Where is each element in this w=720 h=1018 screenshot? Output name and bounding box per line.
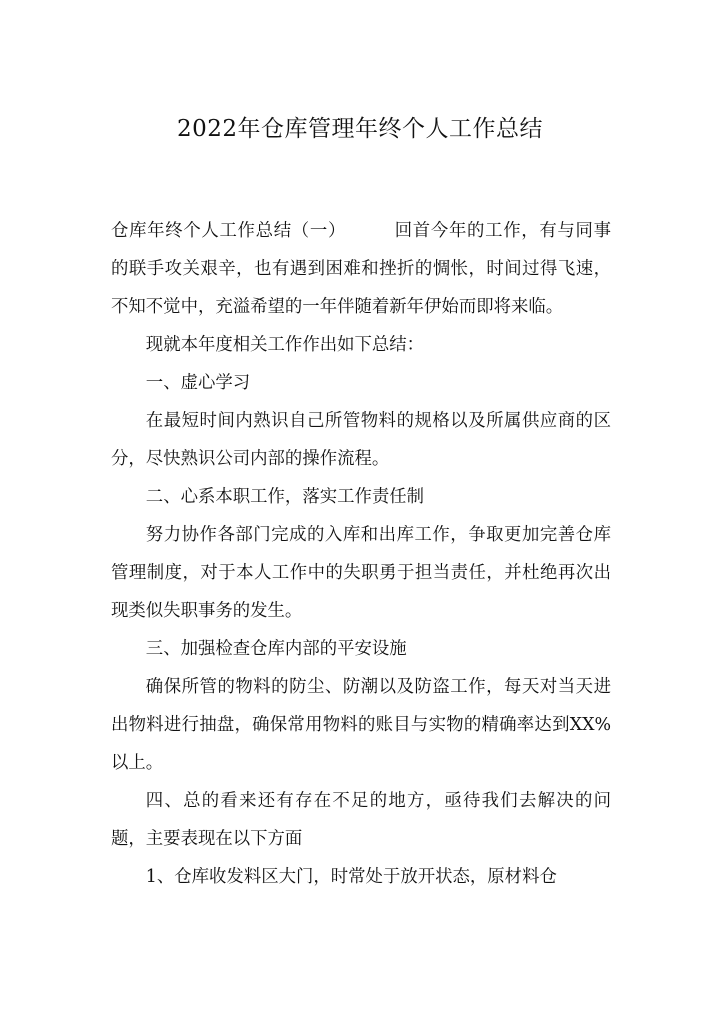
section-heading: 一、虚心学习 bbox=[145, 373, 251, 393]
section-heading: 三、加强检查仓库内部的平安设施 bbox=[145, 639, 407, 659]
paragraph-text: 回首今年的工作，有与同事的联手攻关艰辛，也有遇到困难和挫折的惆怅，时间过得飞速，不知不觉中，充溢希望的一年伴随着新年伊始而即将来临。 bbox=[111, 221, 611, 317]
document-title: 2022年仓库管理年终个人工作总结 bbox=[176, 116, 544, 142]
paragraph: 1、仓库收发料区大门，时常处于放开状态，原材料仓 bbox=[145, 867, 557, 887]
paragraph: 现就本年度相关工作作出如下总结： bbox=[145, 335, 425, 355]
section-heading: 二、心系本职工作，落实工作责任制 bbox=[145, 487, 425, 507]
section-heading: 四、总的看来还有存在不足的地方，亟待我们去解决的问题，主要表现在以下方面 bbox=[111, 791, 611, 849]
paragraph: 努力协作各部门完成的入库和出库工作，争取更加完善仓库管理制度，对于本人工作中的失职勇于担当责任，并杜绝再次出现类似失职事务的发生。 bbox=[111, 525, 611, 621]
intro-paragraph bbox=[111, 212, 611, 326]
document-body bbox=[111, 212, 611, 896]
paragraph: 在最短时间内熟识自己所管物料的规格以及所属供应商的区分，尽快熟识公司内部的操作流程。 bbox=[111, 411, 611, 469]
paragraph: 确保所管的物料的防尘、防潮以及防盗工作，每天对当天进出物料进行抽盘，确保常用物料的账目与实物的精确率达到XX%以上。 bbox=[111, 677, 611, 773]
intro-heading: 仓库年终个人工作总结（一） bbox=[111, 221, 347, 241]
